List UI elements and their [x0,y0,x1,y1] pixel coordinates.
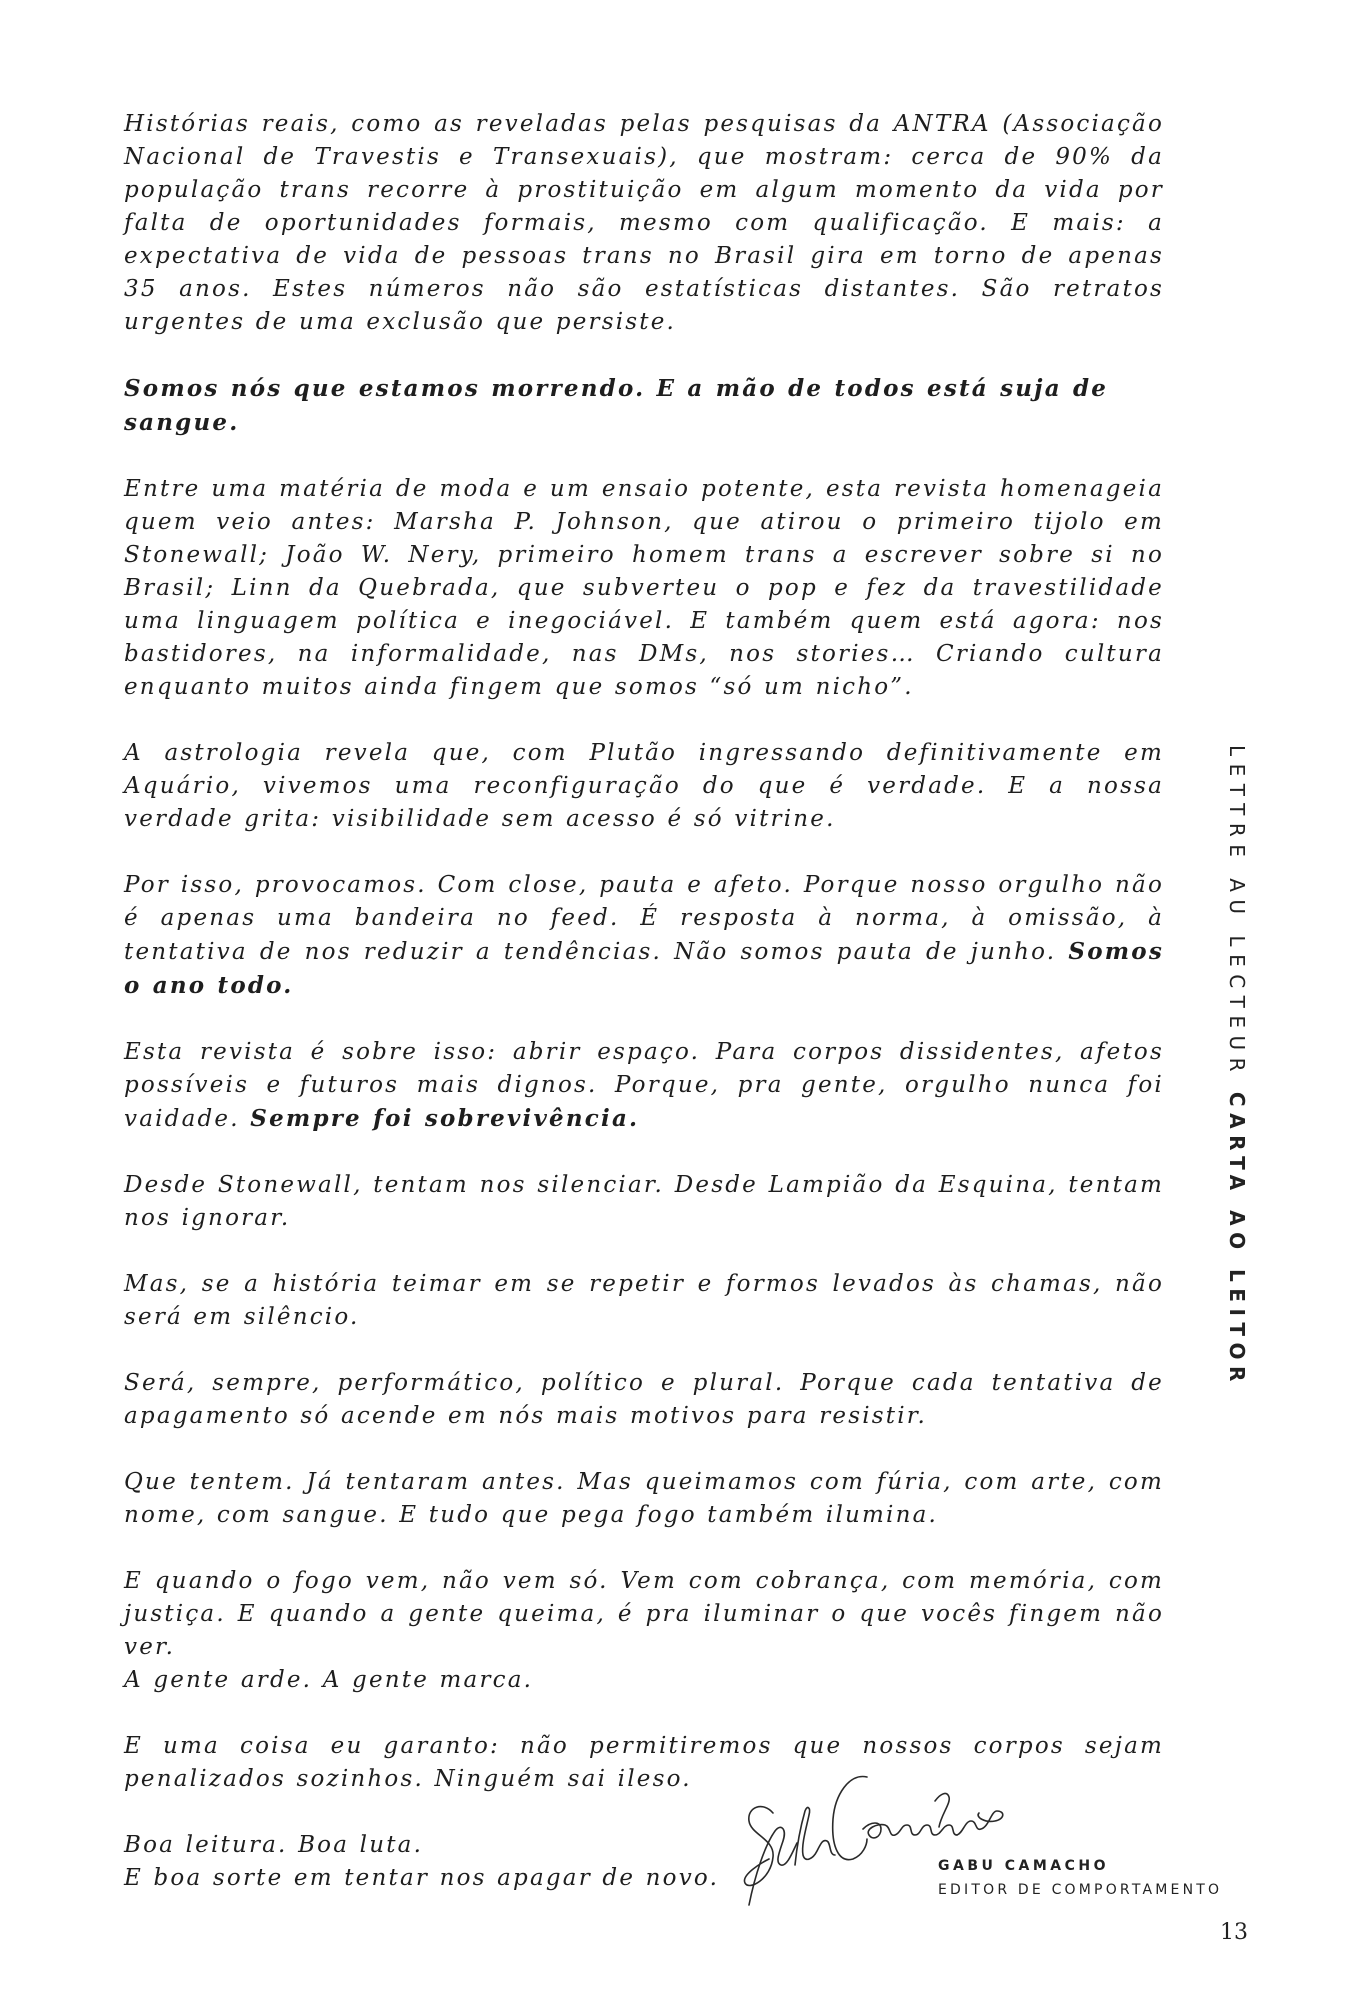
paragraph-plural: Será, sempre, performático, político e plural. Porque cada tentativa de apagamento só acende em nós mais motivos para resistir. [124,1370,1164,1429]
paragraph-provocation: Por isso, provocamos. Com close, pauta e afeto. Porque nosso orgulho não é apenas uma bandeira no feed. É resposta à norma, à omissão, à tentativa de nos reduzir a tendências. Não somos pauta de junho. Somos o ano todo. [124,872,1164,999]
section-label-light: LETTRE AU LECTEUR [1225,745,1249,1080]
paragraph-homage: Entre uma matéria de moda e um ensaio potente, esta revista homenageia quem veio antes: Marsha P. Johnson, que atirou o primeiro tijolo em Stonewall; João W. Nery, primeiro homem trans a escrever sobre si no Brasil; Linn da Quebrada, que subverteu o pop e fez da travestilidade uma linguagem política e inegociável. E também quem está agora: nos bastidores, na informalidade, nas DMs, nos stories… Criando cultura enquanto muitos ainda fingem que somos “só um nicho”. [124,476,1164,700]
paragraph-justice: E quando o fogo vem, não vem só. Vem com cobrança, com memória, com justiça. E quando a gente queima, é pra iluminar o que vocês fingem não ver. A gente arde. A gente marca. [124,1568,1164,1693]
handwritten-signature [735,1755,1015,1925]
paragraph-stonewall: Desde Stonewall, tentam nos silenciar. Desde Lampião da Esquina, tentam nos ignorar. [124,1172,1164,1231]
paragraph-fire: Que tentem. Já tentaram antes. Mas queimamos com fúria, com arte, com nome, com sangue. E tudo que pega fogo também ilumina. [124,1469,1164,1528]
section-label [1225,745,1249,1388]
signature-role: EDITOR DE COMPORTAMENTO [938,1882,1223,1898]
letter-body [124,108,1164,1928]
page-number: 13 [1220,1920,1248,1945]
paragraph-antra: Histórias reais, como as reveladas pelas pesquisas da ANTRA (Associação Nacional de Travestis e Transexuais), que mostram: cerca de 90% da população trans recorre à prostituição em algum momento da vida por falta de oportunidades formais, mesmo com qualificação. E mais: a expectativa de vida de pessoas trans no Brasil gira em torno de apenas 35 anos. Estes números não são estatísticas distantes. São retratos urgentes de uma exclusão que persiste. [124,111,1164,335]
bold-phrase-ano-todo: Somos o ano todo. [124,938,1164,999]
paragraph-history: Mas, se a história teimar em se repetir e formos levados às chamas, não será em silêncio. [124,1271,1164,1330]
paragraph-promise: E uma coisa eu garanto: não permitiremos que nossos corpos sejam penalizados sozinhos. Ninguém sai ileso. [124,1733,1164,1792]
paragraph-bold-statement [124,372,1164,440]
bold-statement: Somos nós que estamos morrendo. E a mão de todos está suja de sangue. [124,375,1109,436]
bold-phrase-sobrevivencia: Sempre foi sobrevivência. [250,1105,640,1132]
signature-name: GABU CAMACHO [938,1858,1110,1874]
paragraph-astrology: A astrologia revela que, com Plutão ingressando definitivamente em Aquário, vivemos uma reconfiguração do que é verdade. E a nossa verdade grita: visibilidade sem acesso é só vitrine. [124,740,1164,832]
paragraph-magazine-purpose: Esta revista é sobre isso: abrir espaço. Para corpos dissidentes, afetos possíveis e futuros mais dignos. Porque, pra gente, orgulho nunca foi vaidade. Sempre foi sobrevivência. [124,1039,1164,1132]
paragraph-farewell: Boa leitura. Boa luta. E boa sorte em tentar nos apagar de novo. [124,1832,720,1891]
section-label-bold: CARTA AO LEITOR [1225,1091,1249,1388]
